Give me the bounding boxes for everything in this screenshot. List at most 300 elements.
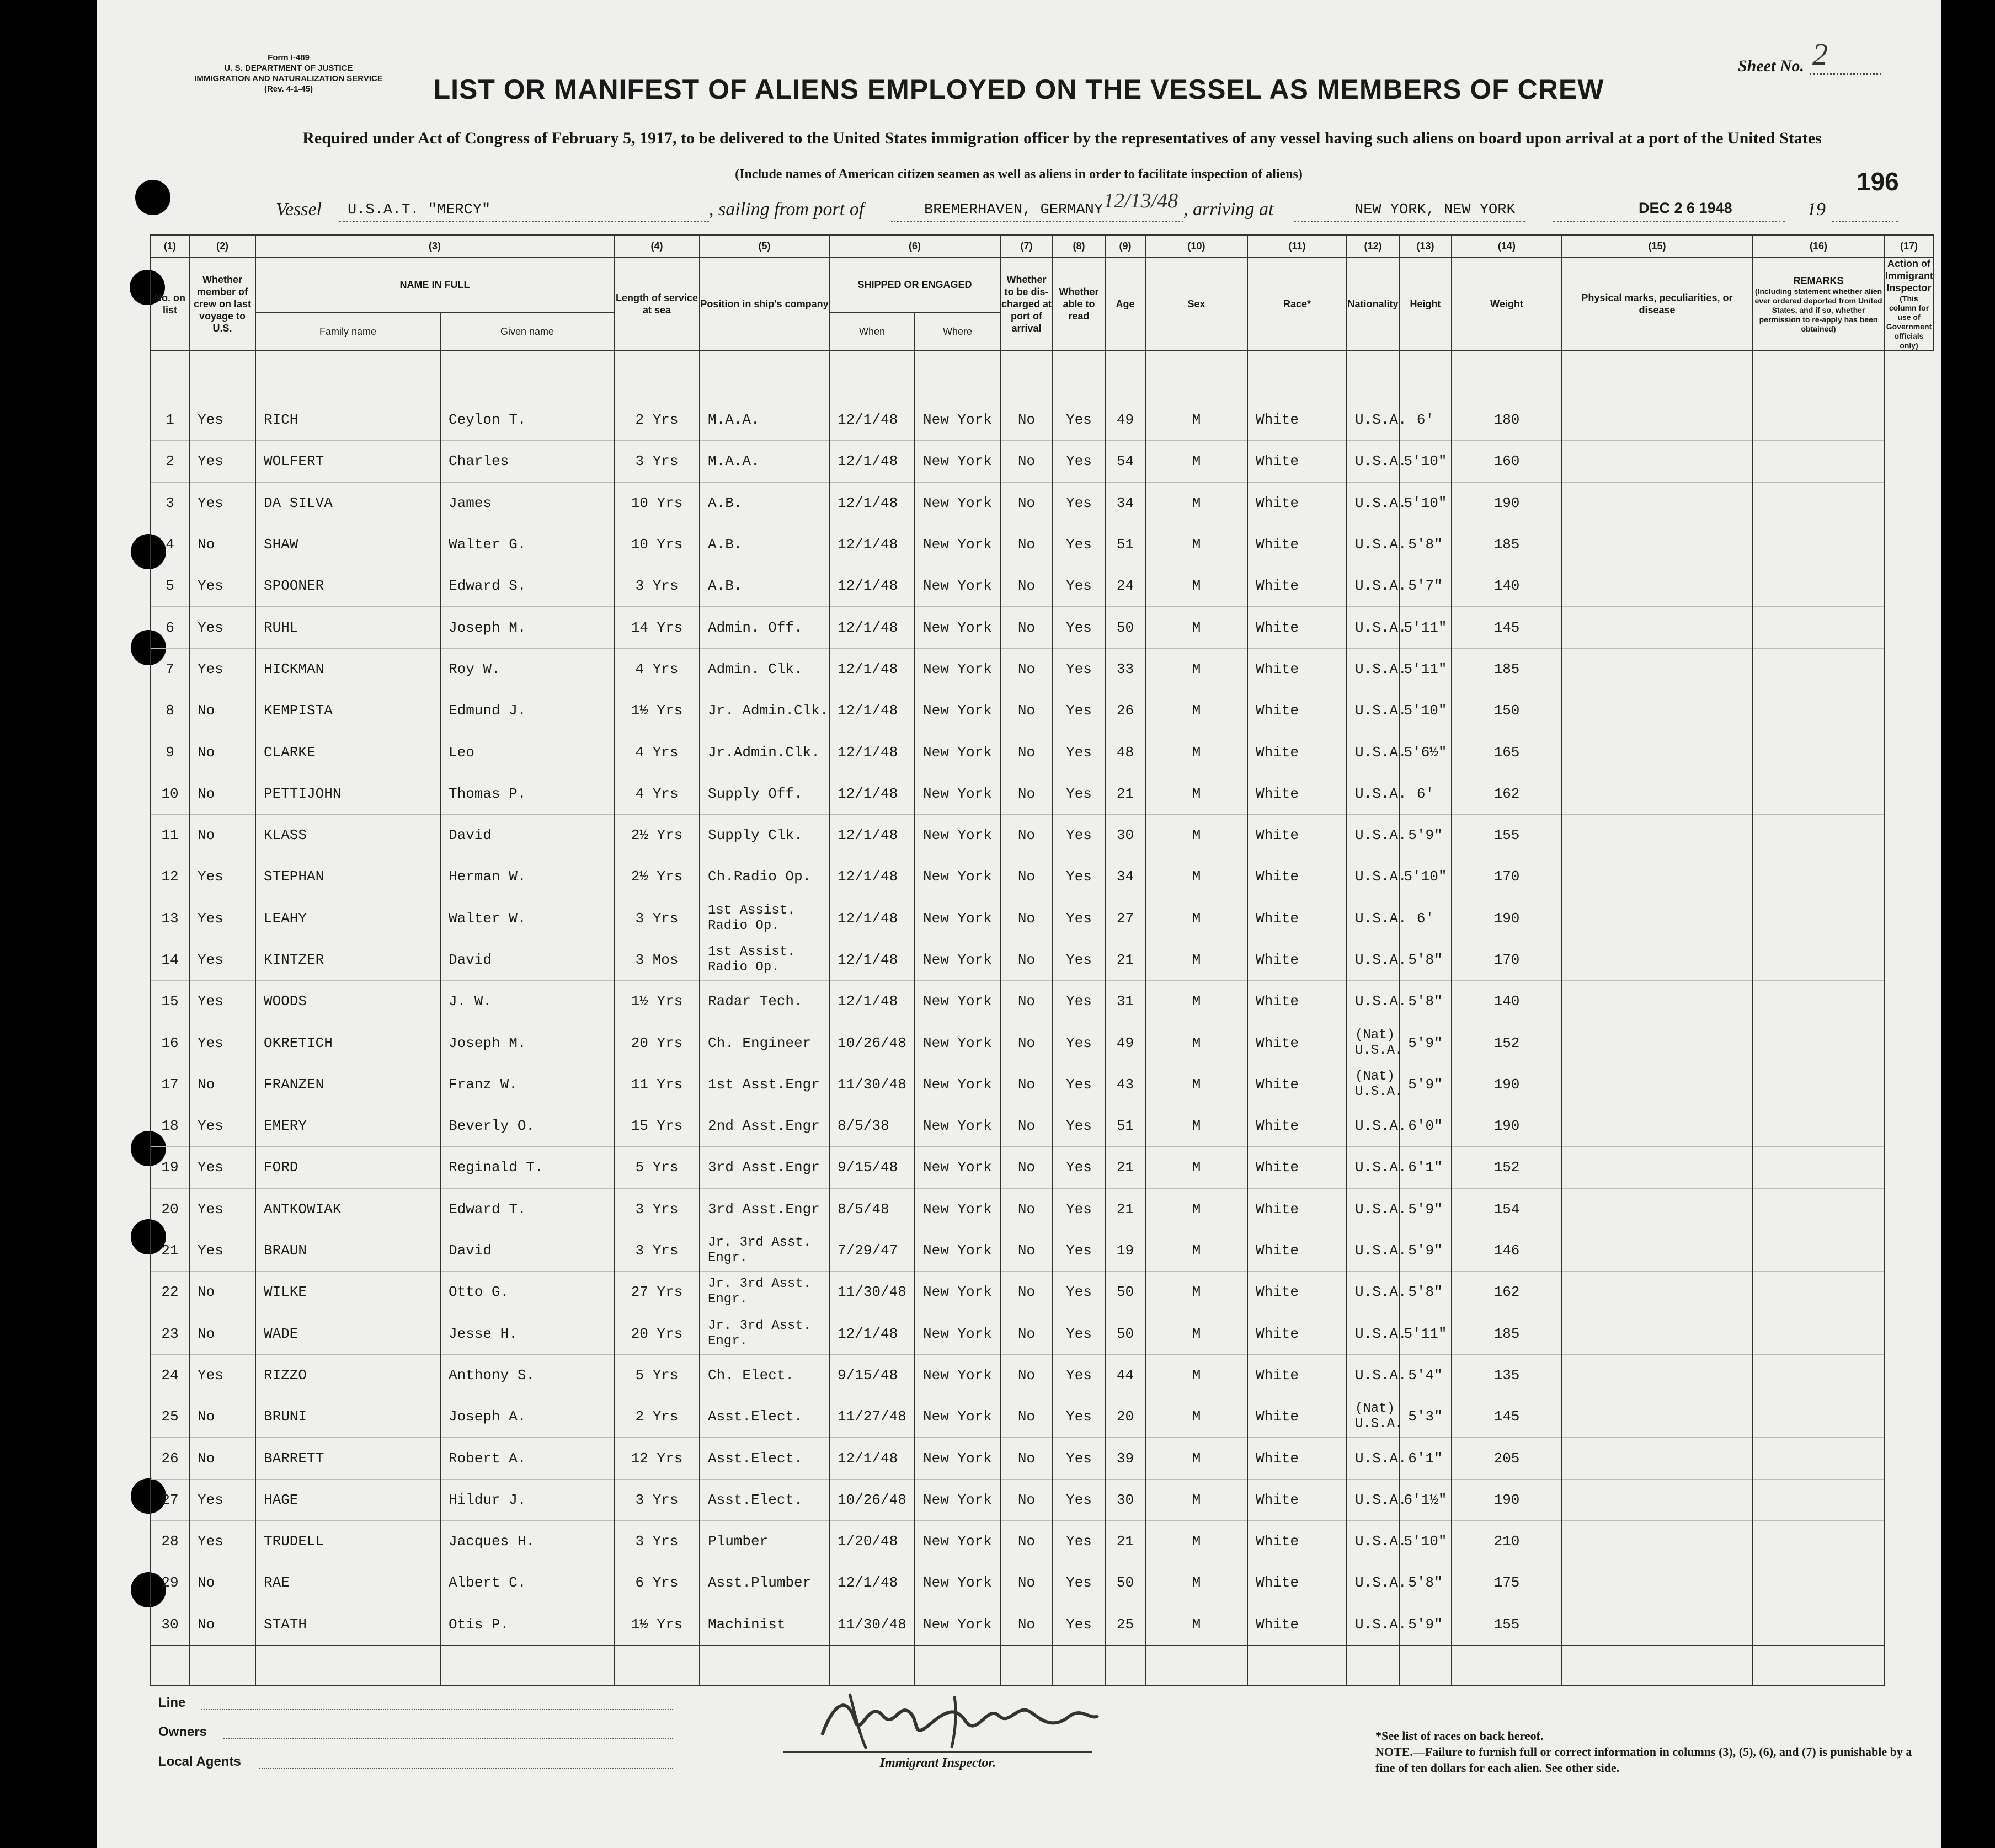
header-remarks	[1752, 257, 1885, 351]
header-where: Where	[915, 313, 1000, 351]
row-number: 5	[151, 565, 189, 607]
race-cell: White	[1247, 1396, 1347, 1438]
nationality-cell: U.S.A.	[1347, 607, 1399, 648]
table-row	[151, 1272, 1933, 1313]
row-number: 11	[151, 814, 189, 856]
age-cell: 51	[1105, 524, 1145, 565]
age-cell: 50	[1105, 1562, 1145, 1604]
remarks-cell	[1752, 898, 1885, 939]
shipped-when-cell: 11/30/48	[829, 1272, 915, 1313]
weight-cell: 145	[1452, 1396, 1562, 1438]
position-cell: 3rd Asst.Engr	[700, 1188, 829, 1230]
shipped-when-cell: 12/1/48	[829, 939, 915, 980]
table-row	[151, 441, 1933, 482]
discharged-cell: No	[1000, 1604, 1053, 1646]
weight-cell: 162	[1452, 1272, 1562, 1313]
remarks-cell	[1752, 524, 1885, 565]
height-cell: 5'7"	[1399, 565, 1452, 607]
vessel-dotted-line	[339, 221, 709, 222]
family-name-cell: DA SILVA	[255, 482, 440, 524]
discharged-cell: No	[1000, 1562, 1053, 1604]
table-row	[151, 1562, 1933, 1604]
remarks-cell	[1752, 1272, 1885, 1313]
sex-cell: M	[1145, 1438, 1247, 1479]
sex-cell: M	[1145, 1354, 1247, 1396]
footer-agents-label: Local Agents	[158, 1754, 241, 1769]
sex-cell: M	[1145, 731, 1247, 773]
header-race: Race*	[1247, 257, 1347, 351]
remarks-cell	[1752, 1188, 1885, 1230]
header-action-inspector	[1885, 257, 1933, 351]
race-cell: White	[1247, 1354, 1347, 1396]
physical-marks-cell	[1562, 1230, 1752, 1271]
weight-cell: 175	[1452, 1562, 1562, 1604]
table-row	[151, 1479, 1933, 1520]
weight-cell: 155	[1452, 814, 1562, 856]
shipped-when-cell: 9/15/48	[829, 1354, 915, 1396]
shipped-when-cell: 7/29/47	[829, 1230, 915, 1271]
port-value: BREMERHAVEN, GERMANY	[924, 202, 1103, 218]
remarks-cell	[1752, 607, 1885, 648]
physical-marks-cell	[1562, 1521, 1752, 1562]
physical-marks-cell	[1562, 565, 1752, 607]
weight-cell: 190	[1452, 1105, 1562, 1147]
member-last-voyage-cell: No	[189, 773, 255, 814]
length-service-cell: 5 Yrs	[614, 1354, 700, 1396]
revision-date: (Rev. 4-1-45)	[264, 84, 313, 94]
sex-cell: M	[1145, 482, 1247, 524]
col-13-number: (13)	[1399, 235, 1452, 257]
table-row	[151, 856, 1933, 898]
sex-cell: M	[1145, 524, 1247, 565]
race-cell: White	[1247, 1521, 1347, 1562]
nationality-cell: U.S.A.	[1347, 1521, 1399, 1562]
able-to-read-cell: Yes	[1053, 1354, 1105, 1396]
race-cell: White	[1247, 1022, 1347, 1064]
height-cell: 5'8"	[1399, 939, 1452, 980]
shipped-when-cell: 11/30/48	[829, 1064, 915, 1105]
able-to-read-cell: Yes	[1053, 1396, 1105, 1438]
row-number: 14	[151, 939, 189, 980]
race-cell: White	[1247, 856, 1347, 898]
col-14-number: (14)	[1452, 235, 1562, 257]
length-service-cell: 3 Yrs	[614, 1230, 700, 1271]
header-physical-marks: Physical marks, peculiarities, or disease	[1562, 257, 1752, 351]
sex-cell: M	[1145, 1396, 1247, 1438]
col-11-number: (11)	[1247, 235, 1347, 257]
header-height: Height	[1399, 257, 1452, 351]
fine-note: NOTE.—Failure to furnish full or correct information in columns (3), (5), (6), and (7) is punishable by a fine of ten dollars for each alien. See other side.	[1375, 1745, 1912, 1775]
able-to-read-cell: Yes	[1053, 1521, 1105, 1562]
given-name-cell: David	[440, 814, 614, 856]
age-cell: 50	[1105, 1272, 1145, 1313]
height-cell: 5'10"	[1399, 1521, 1452, 1562]
age-cell: 31	[1105, 981, 1145, 1022]
physical-marks-cell	[1562, 1313, 1752, 1354]
discharged-cell: No	[1000, 690, 1053, 731]
physical-marks-cell	[1562, 898, 1752, 939]
member-last-voyage-cell: No	[189, 524, 255, 565]
age-cell: 34	[1105, 482, 1145, 524]
given-name-cell: David	[440, 939, 614, 980]
weight-cell: 146	[1452, 1230, 1562, 1271]
remarks-cell	[1752, 482, 1885, 524]
position-cell: 1st Assist. Radio Op.	[700, 939, 829, 980]
given-name-cell: Robert A.	[440, 1438, 614, 1479]
member-last-voyage-cell: Yes	[189, 981, 255, 1022]
row-number: 28	[151, 1521, 189, 1562]
length-service-cell: 2½ Yrs	[614, 814, 700, 856]
footer-notes	[1375, 1728, 1927, 1776]
remarks-cell	[1752, 441, 1885, 482]
race-cell: White	[1247, 565, 1347, 607]
member-last-voyage-cell: No	[189, 1604, 255, 1646]
given-name-cell: Leo	[440, 731, 614, 773]
discharged-cell: No	[1000, 898, 1053, 939]
header-weight: Weight	[1452, 257, 1562, 351]
shipped-where-cell: New York	[915, 1396, 1000, 1438]
weight-cell: 145	[1452, 607, 1562, 648]
physical-marks-cell	[1562, 524, 1752, 565]
nationality-cell: U.S.A.	[1347, 1604, 1399, 1646]
given-name-cell: Hildur J.	[440, 1479, 614, 1520]
sex-cell: M	[1145, 565, 1247, 607]
age-cell: 54	[1105, 441, 1145, 482]
weight-cell: 180	[1452, 399, 1562, 441]
remarks-cell	[1752, 773, 1885, 814]
position-cell: Radar Tech.	[700, 981, 829, 1022]
physical-marks-cell	[1562, 1147, 1752, 1188]
remarks-cell	[1752, 399, 1885, 441]
length-service-cell: 3 Yrs	[614, 441, 700, 482]
age-cell: 21	[1105, 773, 1145, 814]
shipped-when-cell: 9/15/48	[829, 1147, 915, 1188]
row-number: 13	[151, 898, 189, 939]
length-service-cell: 1½ Yrs	[614, 1604, 700, 1646]
nationality-cell: U.S.A.	[1347, 441, 1399, 482]
col-5-number: (5)	[700, 235, 829, 257]
physical-marks-cell	[1562, 773, 1752, 814]
length-service-cell: 3 Yrs	[614, 565, 700, 607]
able-to-read-cell: Yes	[1053, 1562, 1105, 1604]
family-name-cell: TRUDELL	[255, 1521, 440, 1562]
table-row	[151, 1147, 1933, 1188]
physical-marks-cell	[1562, 399, 1752, 441]
age-cell: 44	[1105, 1354, 1145, 1396]
age-cell: 50	[1105, 1313, 1145, 1354]
given-name-cell: Herman W.	[440, 856, 614, 898]
nationality-cell: U.S.A.	[1347, 690, 1399, 731]
discharged-cell: No	[1000, 441, 1053, 482]
length-service-cell: 20 Yrs	[614, 1022, 700, 1064]
sheet-number-value: 2	[1812, 38, 1828, 72]
weight-cell: 155	[1452, 1604, 1562, 1646]
physical-marks-cell	[1562, 981, 1752, 1022]
header-able-to-read: Whether able to read	[1053, 257, 1105, 351]
row-number: 29	[151, 1562, 189, 1604]
length-service-cell: 4 Yrs	[614, 773, 700, 814]
height-cell: 5'11"	[1399, 607, 1452, 648]
header-length-service: Length of service at sea	[614, 257, 700, 351]
able-to-read-cell: Yes	[1053, 1272, 1105, 1313]
family-name-cell: EMERY	[255, 1105, 440, 1147]
department-name: U. S. DEPARTMENT OF JUSTICE	[224, 63, 353, 73]
length-service-cell: 2 Yrs	[614, 399, 700, 441]
remarks-cell	[1752, 814, 1885, 856]
discharged-cell: No	[1000, 1354, 1053, 1396]
remarks-note: (Including statement whether alien ever ordered deported from United States, and if so, whether permission to re-apply has been obtained)	[1754, 286, 1882, 333]
given-name-cell: Franz W.	[440, 1064, 614, 1105]
height-cell: 6'1"	[1399, 1147, 1452, 1188]
discharged-cell: No	[1000, 1188, 1053, 1230]
physical-marks-cell	[1562, 1396, 1752, 1438]
footer-agents-dotted	[259, 1768, 673, 1769]
table-row	[151, 1064, 1933, 1105]
sex-cell: M	[1145, 1604, 1247, 1646]
weight-cell: 150	[1452, 690, 1562, 731]
weight-cell: 152	[1452, 1147, 1562, 1188]
length-service-cell: 27 Yrs	[614, 1272, 700, 1313]
row-number: 22	[151, 1272, 189, 1313]
age-cell: 30	[1105, 1479, 1145, 1520]
shipped-where-cell: New York	[915, 939, 1000, 980]
age-cell: 50	[1105, 607, 1145, 648]
age-cell: 49	[1105, 399, 1145, 441]
shipped-where-cell: New York	[915, 690, 1000, 731]
given-name-cell: Reginald T.	[440, 1147, 614, 1188]
discharged-cell: No	[1000, 939, 1053, 980]
given-name-cell: Thomas P.	[440, 773, 614, 814]
discharged-cell: No	[1000, 565, 1053, 607]
given-name-cell: Otto G.	[440, 1272, 614, 1313]
age-cell: 24	[1105, 565, 1145, 607]
page-number-stamp: 196	[1857, 167, 1899, 196]
member-last-voyage-cell: Yes	[189, 1479, 255, 1520]
race-cell: White	[1247, 1313, 1347, 1354]
nationality-cell: U.S.A.	[1347, 565, 1399, 607]
position-cell: A.B.	[700, 482, 829, 524]
sex-cell: M	[1145, 773, 1247, 814]
header-age: Age	[1105, 257, 1145, 351]
length-service-cell: 12 Yrs	[614, 1438, 700, 1479]
physical-marks-cell	[1562, 731, 1752, 773]
shipped-where-cell: New York	[915, 1230, 1000, 1271]
given-name-cell: Otis P.	[440, 1604, 614, 1646]
shipped-where-cell: New York	[915, 1272, 1000, 1313]
sex-cell: M	[1145, 1147, 1247, 1188]
member-last-voyage-cell: No	[189, 1064, 255, 1105]
header-discharged: Whether to be dis-charged at port of arrival	[1000, 257, 1053, 351]
weight-cell: 190	[1452, 1064, 1562, 1105]
able-to-read-cell: Yes	[1053, 1147, 1105, 1188]
shipped-where-cell: New York	[915, 1064, 1000, 1105]
member-last-voyage-cell: No	[189, 690, 255, 731]
given-name-cell: Joseph A.	[440, 1396, 614, 1438]
discharged-cell: No	[1000, 524, 1053, 565]
remarks-cell	[1752, 981, 1885, 1022]
age-cell: 19	[1105, 1230, 1145, 1271]
race-cell: White	[1247, 814, 1347, 856]
discharged-cell: No	[1000, 1438, 1053, 1479]
remarks-cell	[1752, 1479, 1885, 1520]
physical-marks-cell	[1562, 648, 1752, 690]
weight-cell: 152	[1452, 1022, 1562, 1064]
height-cell: 5'10"	[1399, 482, 1452, 524]
col-12-number: (12)	[1347, 235, 1399, 257]
remarks-cell	[1752, 1438, 1885, 1479]
discharged-cell: No	[1000, 1147, 1053, 1188]
sex-cell: M	[1145, 1022, 1247, 1064]
weight-cell: 185	[1452, 648, 1562, 690]
footer-owners-label: Owners	[158, 1724, 207, 1739]
able-to-read-cell: Yes	[1053, 1230, 1105, 1271]
able-to-read-cell: Yes	[1053, 939, 1105, 980]
race-cell: White	[1247, 1230, 1347, 1271]
family-name-cell: SHAW	[255, 524, 440, 565]
shipped-where-cell: New York	[915, 524, 1000, 565]
shipped-when-cell: 12/1/48	[829, 856, 915, 898]
row-number: 6	[151, 607, 189, 648]
length-service-cell: 1½ Yrs	[614, 981, 700, 1022]
height-cell: 5'9"	[1399, 1188, 1452, 1230]
shipped-where-cell: New York	[915, 1105, 1000, 1147]
position-cell: 3rd Asst.Engr	[700, 1147, 829, 1188]
row-number: 26	[151, 1438, 189, 1479]
able-to-read-cell: Yes	[1053, 399, 1105, 441]
length-service-cell: 3 Mos	[614, 939, 700, 980]
include-note: (Include names of American citizen seamen as well as aliens in order to facilitate inspection of aliens)	[735, 167, 1303, 181]
able-to-read-cell: Yes	[1053, 482, 1105, 524]
sailing-date-handwritten: 12/13/48	[1103, 189, 1178, 212]
date-dotted-line	[1553, 221, 1785, 222]
weight-cell: 185	[1452, 1313, 1562, 1354]
physical-marks-cell	[1562, 1105, 1752, 1147]
discharged-cell: No	[1000, 1105, 1053, 1147]
arriving-value: NEW YORK, NEW YORK	[1354, 202, 1516, 218]
year-dotted-line	[1832, 221, 1898, 222]
nationality-cell: U.S.A.	[1347, 1105, 1399, 1147]
remarks-cell	[1752, 1022, 1885, 1064]
length-service-cell: 14 Yrs	[614, 607, 700, 648]
row-number: 20	[151, 1188, 189, 1230]
able-to-read-cell: Yes	[1053, 1188, 1105, 1230]
nationality-cell: U.S.A.	[1347, 981, 1399, 1022]
remarks-cell	[1752, 1562, 1885, 1604]
sex-cell: M	[1145, 1188, 1247, 1230]
family-name-cell: CLARKE	[255, 731, 440, 773]
shipped-where-cell: New York	[915, 1479, 1000, 1520]
member-last-voyage-cell: Yes	[189, 1230, 255, 1271]
physical-marks-cell	[1562, 607, 1752, 648]
shipped-where-cell: New York	[915, 1354, 1000, 1396]
discharged-cell: No	[1000, 1230, 1053, 1271]
length-service-cell: 4 Yrs	[614, 731, 700, 773]
nationality-cell: U.S.A.	[1347, 1188, 1399, 1230]
length-service-cell: 4 Yrs	[614, 648, 700, 690]
age-cell: 30	[1105, 814, 1145, 856]
physical-marks-cell	[1562, 1354, 1752, 1396]
height-cell: 6'0"	[1399, 1105, 1452, 1147]
height-cell: 5'11"	[1399, 1313, 1452, 1354]
given-name-cell: David	[440, 1230, 614, 1271]
sex-cell: M	[1145, 690, 1247, 731]
nationality-cell: U.S.A.	[1347, 1313, 1399, 1354]
length-service-cell: 3 Yrs	[614, 1479, 700, 1520]
discharged-cell: No	[1000, 648, 1053, 690]
punch-hole	[135, 180, 170, 215]
physical-marks-cell	[1562, 1064, 1752, 1105]
row-number: 25	[151, 1396, 189, 1438]
shipped-where-cell: New York	[915, 1147, 1000, 1188]
remarks-cell	[1752, 856, 1885, 898]
shipped-when-cell: 8/5/48	[829, 1188, 915, 1230]
row-number: 18	[151, 1105, 189, 1147]
sex-cell: M	[1145, 1064, 1247, 1105]
table-row	[151, 399, 1933, 441]
family-name-cell: ANTKOWIAK	[255, 1188, 440, 1230]
physical-marks-cell	[1562, 1604, 1752, 1646]
length-service-cell: 5 Yrs	[614, 1147, 700, 1188]
footer-line-dotted	[201, 1709, 673, 1710]
col-16-number: (16)	[1752, 235, 1885, 257]
nationality-cell: U.S.A.	[1347, 1354, 1399, 1396]
page-title: LIST OR MANIFEST OF ALIENS EMPLOYED ON THE VESSEL AS MEMBERS OF CREW	[433, 74, 1604, 105]
shipped-when-cell: 1/20/48	[829, 1521, 915, 1562]
age-cell: 21	[1105, 1188, 1145, 1230]
weight-cell: 185	[1452, 524, 1562, 565]
col-9-number: (9)	[1105, 235, 1145, 257]
height-cell: 5'3"	[1399, 1396, 1452, 1438]
height-cell: 5'9"	[1399, 814, 1452, 856]
remarks-cell	[1752, 1147, 1885, 1188]
height-cell: 5'6½"	[1399, 731, 1452, 773]
able-to-read-cell: Yes	[1053, 690, 1105, 731]
sex-cell: M	[1145, 898, 1247, 939]
legal-subtitle: Required under Act of Congress of February 5, 1917, to be delivered to the United States immigration officer by the representatives of any vessel having such aliens on board upon arrival at a port of the United States	[302, 129, 1822, 147]
age-cell: 21	[1105, 1147, 1145, 1188]
given-name-cell: Anthony S.	[440, 1354, 614, 1396]
discharged-cell: No	[1000, 856, 1053, 898]
height-cell: 5'10"	[1399, 441, 1452, 482]
table-row	[151, 690, 1933, 731]
position-cell: Asst.Elect.	[700, 1438, 829, 1479]
family-name-cell: RIZZO	[255, 1354, 440, 1396]
shipped-where-cell: New York	[915, 1521, 1000, 1562]
length-service-cell: 3 Yrs	[614, 1521, 700, 1562]
physical-marks-cell	[1562, 690, 1752, 731]
header-no-on-list: No. on list	[151, 257, 189, 351]
able-to-read-cell: Yes	[1053, 1022, 1105, 1064]
shipped-when-cell: 11/27/48	[829, 1396, 915, 1438]
family-name-cell: OKRETICH	[255, 1022, 440, 1064]
discharged-cell: No	[1000, 1396, 1053, 1438]
header-nationality: Nationality	[1347, 257, 1399, 351]
given-name-cell: Edward T.	[440, 1188, 614, 1230]
shipped-when-cell: 12/1/48	[829, 690, 915, 731]
nationality-cell: U.S.A.	[1347, 1479, 1399, 1520]
height-cell: 6'1½"	[1399, 1479, 1452, 1520]
nationality-cell: U.S.A.	[1347, 648, 1399, 690]
given-name-cell: J. W.	[440, 981, 614, 1022]
sailing-label: , sailing from port of	[709, 199, 865, 220]
shipped-where-cell: New York	[915, 399, 1000, 441]
service-name: IMMIGRATION AND NATURALIZATION SERVICE	[194, 74, 383, 83]
height-cell: 5'9"	[1399, 1604, 1452, 1646]
remarks-cell	[1752, 648, 1885, 690]
weight-cell: 170	[1452, 939, 1562, 980]
height-cell: 6'	[1399, 399, 1452, 441]
nationality-cell: U.S.A.	[1347, 898, 1399, 939]
